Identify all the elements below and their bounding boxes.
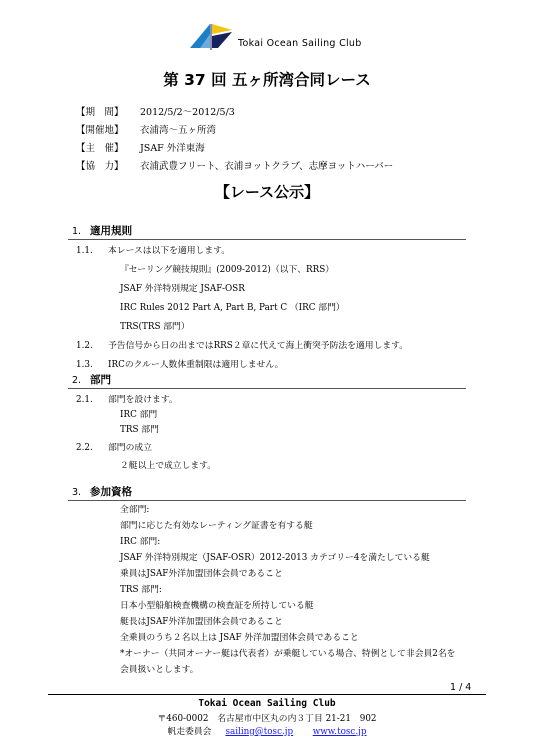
page-title: 第 37 回 五ヶ所湾合同レース <box>163 71 371 89</box>
clause-number: 1.1. <box>76 246 93 256</box>
info-value: JSAF 外洋東海 <box>140 143 205 154</box>
clause-text: 予告信号から日の出まではRRS２章に代えて海上衝突予防法を適用します。 <box>108 341 409 351</box>
email-link[interactable]: sailing@tosc.jp <box>225 727 294 737</box>
footer-contact <box>0 724 534 737</box>
eligibility-line: 全部門: <box>120 505 150 515</box>
footer-club-name: Tokai Ocean Sailing Club <box>198 698 336 709</box>
rule-line: TRS(TRS 部門） <box>120 322 190 332</box>
footer-divider <box>48 694 486 695</box>
info-key: 【協 力】 <box>76 161 124 172</box>
clause-text: 部門を設けます。 <box>108 395 178 405</box>
clause-1-2 <box>76 338 408 351</box>
division-line: ２艇以上で成立します。 <box>120 461 217 471</box>
division-line: IRC 部門 <box>120 410 158 420</box>
division-line: TRS 部門 <box>120 425 159 435</box>
info-row-organizer <box>76 140 393 158</box>
clause-2-1 <box>76 392 178 405</box>
eligibility-line: TRS 部門: <box>120 585 162 595</box>
rule-line: IRC Rules 2012 Part A, Part B, Part C （IRC 部門） <box>120 303 345 313</box>
clause-number: 1.3. <box>76 360 93 370</box>
eligibility-line: 乗員はJSAF外洋加盟団体会員であること <box>120 569 283 579</box>
section-title: 部門 <box>90 374 111 386</box>
info-key: 【期 間】 <box>76 107 124 118</box>
section-title: 参加資格 <box>90 486 132 498</box>
section-number: 2. <box>72 375 82 386</box>
clause-1-3 <box>76 357 283 370</box>
clause-number: 1.2. <box>76 341 93 351</box>
website-link[interactable]: www.tosc.jp <box>312 727 367 737</box>
info-value: 衣浦武豊フリート、衣浦ヨットクラブ、志摩ヨットハーバー <box>140 161 394 172</box>
clause-text: 本レースは以下を適用します。 <box>108 246 231 256</box>
section-title: 適用規則 <box>90 225 132 237</box>
clause-text: IRCのクルー人数体重制限は適用しません。 <box>108 360 284 370</box>
page-number: 1 / 4 <box>450 682 472 693</box>
rule-line: JSAF 外洋特別規定 JSAF-OSR <box>120 284 245 294</box>
clause-text: 部門の成立 <box>108 443 152 453</box>
footer-committee: 帆走委員会 <box>167 727 212 737</box>
rule-line: 『セーリング競技規則』(2009-2012)（以下、RRS） <box>120 265 335 275</box>
info-row-period <box>76 104 393 122</box>
sailboat-logo <box>188 22 234 52</box>
event-info <box>76 104 393 176</box>
info-key: 【開催地】 <box>76 125 124 136</box>
section-divider <box>68 500 466 501</box>
clause-2-2 <box>76 440 152 453</box>
eligibility-line: JSAF 外洋特別規定（JSAF-OSR）2012-2013 カテゴリー4を満たしている艇 <box>120 553 430 563</box>
section-divider <box>68 388 466 389</box>
clause-number: 2.2. <box>76 443 93 453</box>
info-key: 【主 催】 <box>76 143 124 154</box>
section-heading-rules <box>72 223 132 238</box>
club-header-name: Tokai Ocean Sailing Club <box>238 38 362 49</box>
section-number: 3. <box>72 487 82 498</box>
notice-of-race-title: 【レース公示】 <box>214 183 320 201</box>
eligibility-line: 部門に応じた有効なレーティング証書を有する艇 <box>120 521 313 531</box>
eligibility-line: 艇長はJSAF外洋加盟団体会員であること <box>120 617 283 627</box>
clause-number: 2.1. <box>76 395 93 405</box>
info-row-venue <box>76 122 393 140</box>
section-heading-eligibility <box>72 484 132 499</box>
clause-1-1 <box>76 243 230 256</box>
eligibility-line: 全乗員のうち２名以上は JSAF 外洋加盟団体会員であること <box>120 633 359 643</box>
section-heading-divisions <box>72 372 111 387</box>
eligibility-line: 会員扱いとします。 <box>120 665 199 675</box>
info-value: 2012/5/2～2012/5/3 <box>140 107 235 118</box>
info-value: 衣浦湾～五ヶ所湾 <box>140 125 217 136</box>
eligibility-line: 日本小型船舶検査機構の検査証を所持している艇 <box>120 601 314 611</box>
footer-address: 〒460-0002 名古屋市中区丸の内３丁目 21-21 902 <box>157 714 377 724</box>
section-divider <box>68 239 466 240</box>
eligibility-line: IRC 部門: <box>120 537 161 547</box>
section-number: 1. <box>72 226 82 237</box>
eligibility-line: *オーナー（共同オーナー艇は代表者）が乗艇している場合、特例として非会員2名を <box>120 649 456 659</box>
info-row-cooperation <box>76 158 393 176</box>
